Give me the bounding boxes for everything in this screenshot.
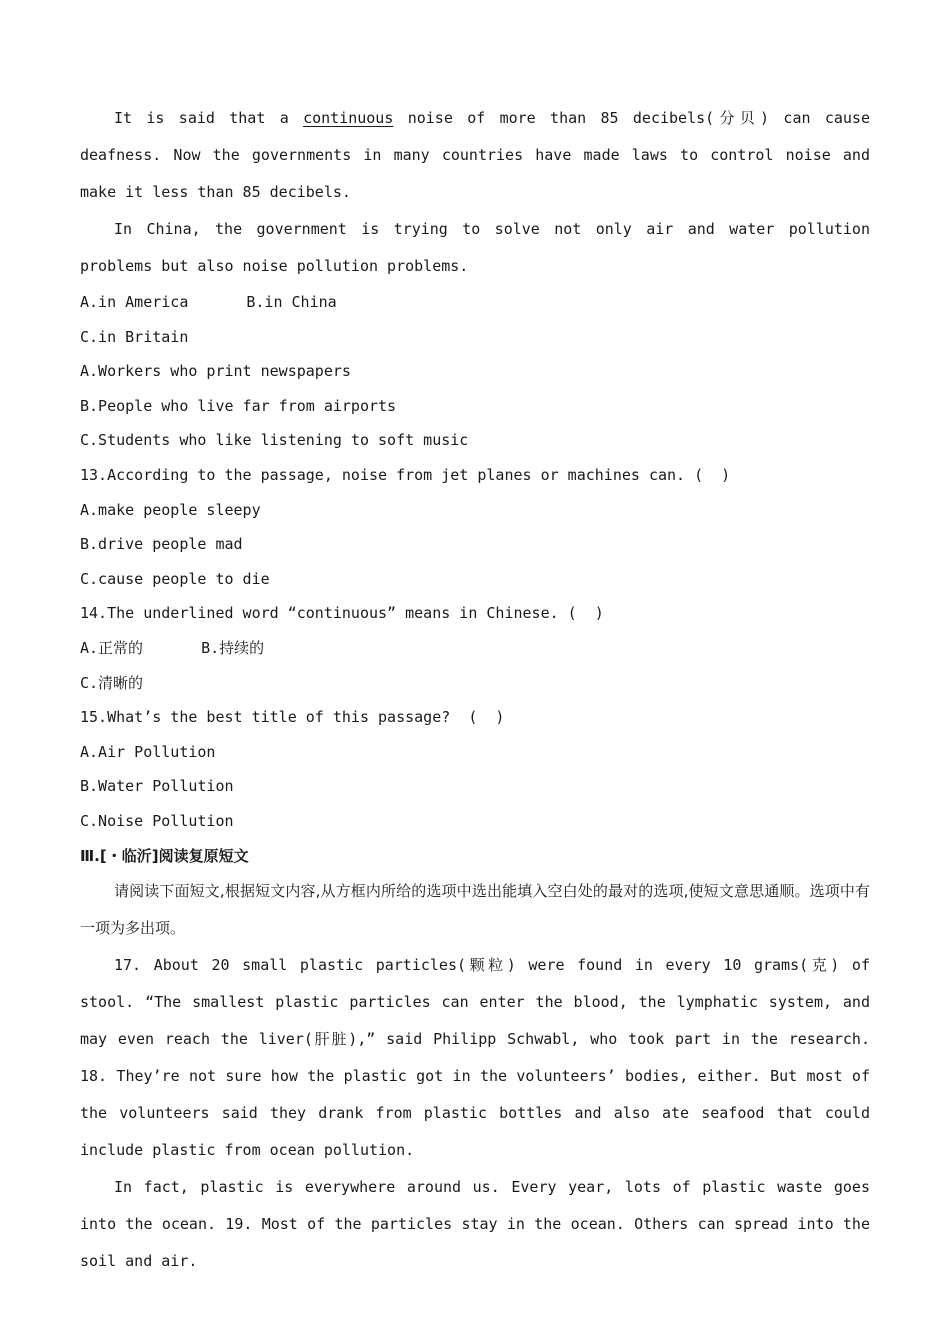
- option-b: B.People who live far from airports: [80, 396, 397, 415]
- underlined-word: continuous: [303, 109, 394, 127]
- passage-paragraph: In fact, plastic is everywhere around us. Every year, lots of plastic waste goes into the ocean. 19. Most of the particles stay in the ocean. Others can spread into the soil and air.: [80, 1178, 870, 1271]
- question-stem: 15.What’s the best title of this passage? ( ): [80, 708, 505, 727]
- option-a: A.正常的: [80, 638, 144, 657]
- option-b: B.in China: [246, 293, 337, 311]
- option-b: B.持续的: [201, 638, 265, 657]
- option-a: A.Workers who print newspapers: [80, 362, 351, 381]
- instructions-paragraph: 请阅读下面短文,根据短文内容,从方框内所给的选项中选出能填入空白处的最对的选项,使短文意思通顺。选项中有一项为多出项。: [80, 882, 870, 938]
- option-b: B.Water Pollution: [80, 777, 234, 796]
- option-a: A.Air Pollution: [80, 742, 216, 761]
- option-c: C.cause people to die: [80, 569, 270, 588]
- section-heading: Ⅲ.[・临沂]阅读复原短文: [80, 846, 249, 865]
- option-b: B.drive people mad: [80, 535, 243, 554]
- question-stem: 13.According to the passage, noise from jet planes or machines can. ( ): [80, 465, 731, 484]
- passage-paragraph: [80, 100, 870, 211]
- option-c: C.Noise Pollution: [80, 811, 234, 830]
- option-row: [80, 631, 870, 666]
- passage-paragraph: In China, the government is trying to solve not only air and water pollution problems but also noise pollution problems.: [80, 220, 870, 275]
- paragraph-text-end: noise of more than 85 decibels(分贝) can cause deafness. Now the governments in many countries have made laws to control noise and make it less than 85 decibels.: [80, 109, 870, 201]
- option-a: A.make people sleepy: [80, 500, 261, 519]
- option-a: A.in America: [80, 293, 189, 311]
- passage-paragraph: 17. About 20 small plastic particles(颗粒) were found in every 10 grams(克) of stool. “The smallest plastic particles can enter the blood, the lymphatic system, and may even reach the liver(肝脏),” said Philipp Schwabl, who took part in the research. 18. They’re not sure how the plastic got in the volunteers’ bodies, either. But most of the volunteers said they drank from plastic bottles and also ate seafood that could include plastic from ocean pollution.: [80, 956, 870, 1160]
- option-row: [80, 285, 870, 320]
- question-stem: 14.The underlined word “continuous” means in Chinese. ( ): [80, 604, 604, 623]
- option-c: C.Students who like listening to soft music: [80, 431, 469, 450]
- option-c: C.in Britain: [80, 327, 189, 346]
- option-c: C.清晰的: [80, 673, 144, 692]
- paragraph-text-start: It is said that a: [114, 109, 304, 127]
- page-content: [80, 100, 870, 1280]
